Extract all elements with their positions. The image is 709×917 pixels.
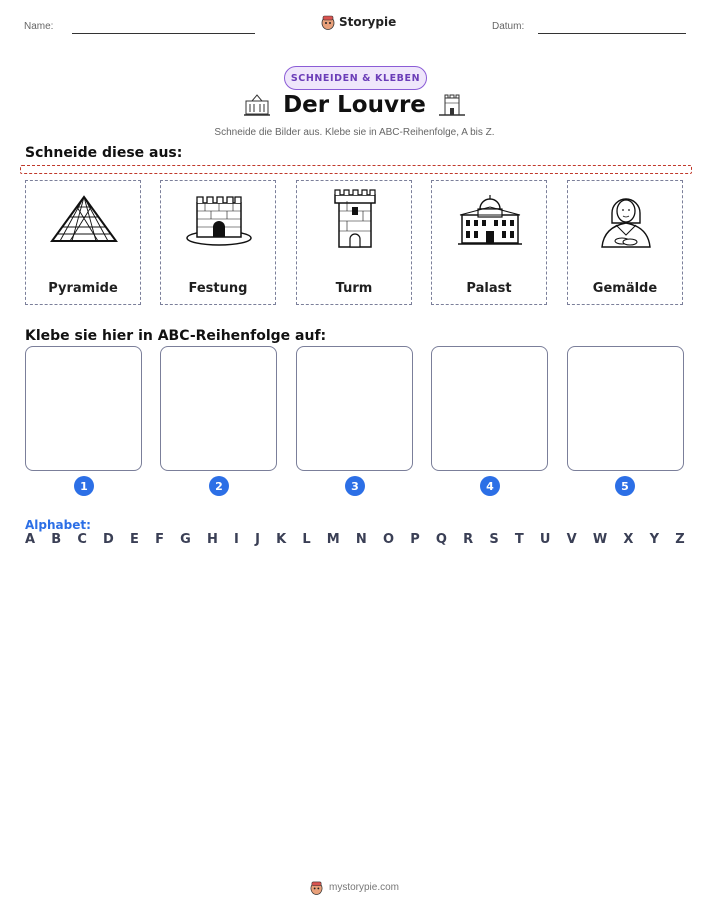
tower-icon: [321, 189, 389, 249]
paste-slot-4[interactable]: [431, 346, 548, 471]
activity-badge: SCHNEIDEN & KLEBEN: [284, 66, 427, 90]
alphabet-letter: F: [155, 532, 164, 547]
name-field-line[interactable]: [72, 33, 255, 34]
card-label: Pyramide: [48, 281, 118, 296]
storypie-mascot-icon: [310, 880, 323, 895]
pyramid-icon: [50, 189, 118, 249]
alphabet-letter: Z: [675, 532, 685, 547]
slot-number-badge: 3: [345, 476, 365, 496]
alphabet-letter: T: [514, 532, 524, 547]
painting-icon: [592, 189, 660, 249]
alphabet-heading: Alphabet:: [25, 518, 91, 532]
page-title: Der Louvre: [283, 92, 426, 118]
alphabet-letter: E: [130, 532, 139, 547]
paste-section-heading: Klebe sie hier in ABC-Reihenfolge auf:: [25, 328, 327, 344]
cut-card-gemaelde[interactable]: [567, 180, 683, 305]
palace-icon: [456, 189, 524, 249]
cut-card-turm[interactable]: [296, 180, 412, 305]
instructions-text: Schneide die Bilder aus. Klebe sie in ABC-Reihenfolge, A bis Z.: [214, 127, 495, 138]
alphabet-letter: B: [51, 532, 62, 547]
brand-name: Storypie: [339, 15, 397, 29]
fortress-icon: [185, 189, 253, 249]
alphabet-letter: P: [410, 532, 420, 547]
worksheet-header: [24, 14, 686, 44]
paste-slot-3[interactable]: [296, 346, 413, 471]
alphabet-row: [25, 532, 685, 547]
name-label: Name:: [24, 21, 54, 32]
paste-slot-1[interactable]: [25, 346, 142, 471]
alphabet-letter: Y: [649, 532, 660, 547]
alphabet-letter: N: [355, 532, 367, 547]
date-field-line[interactable]: [538, 33, 686, 34]
card-label: Turm: [335, 281, 373, 296]
card-label: Palast: [466, 281, 512, 296]
alphabet-letter: A: [25, 532, 36, 547]
alphabet-letter: C: [77, 532, 87, 547]
slot-number-badge: 1: [74, 476, 94, 496]
alphabet-letter: L: [302, 532, 311, 547]
alphabet-letter: D: [103, 532, 114, 547]
alphabet-letter: Q: [435, 532, 447, 547]
alphabet-letter: U: [539, 532, 551, 547]
cut-card-festung[interactable]: [160, 180, 276, 305]
footer-site-link[interactable]: mystorypie.com: [328, 882, 399, 893]
paste-slot-5[interactable]: [567, 346, 684, 471]
slot-number-badge: 5: [615, 476, 635, 496]
alphabet-letter: M: [326, 532, 340, 547]
date-label: Datum:: [492, 21, 525, 32]
cut-card-pyramid[interactable]: [25, 180, 141, 305]
brand-logo: [321, 14, 396, 30]
paste-slot-2[interactable]: [160, 346, 277, 471]
slot-number-badge: 2: [209, 476, 229, 496]
alphabet-letter: O: [382, 532, 395, 547]
alphabet-letter: X: [623, 532, 634, 547]
alphabet-letter: J: [255, 532, 260, 547]
alphabet-letter: H: [206, 532, 218, 547]
storypie-mascot-icon: [321, 14, 335, 30]
card-label: Festung: [188, 281, 248, 296]
cut-card-palast[interactable]: [431, 180, 547, 305]
alphabet-letter: V: [566, 532, 577, 547]
alphabet-letter: I: [234, 532, 239, 547]
cut-line: [20, 165, 692, 174]
alphabet-letter: R: [463, 532, 474, 547]
alphabet-letter: S: [489, 532, 499, 547]
alphabet-letter: W: [592, 532, 608, 547]
card-label: Gemälde: [592, 281, 658, 296]
page-footer: [0, 880, 709, 895]
slot-number-badge: 4: [480, 476, 500, 496]
alphabet-letter: K: [276, 532, 287, 547]
cut-section-heading: Schneide diese aus:: [25, 145, 183, 161]
castle-tower-icon: [439, 93, 465, 117]
alphabet-letter: G: [180, 532, 191, 547]
